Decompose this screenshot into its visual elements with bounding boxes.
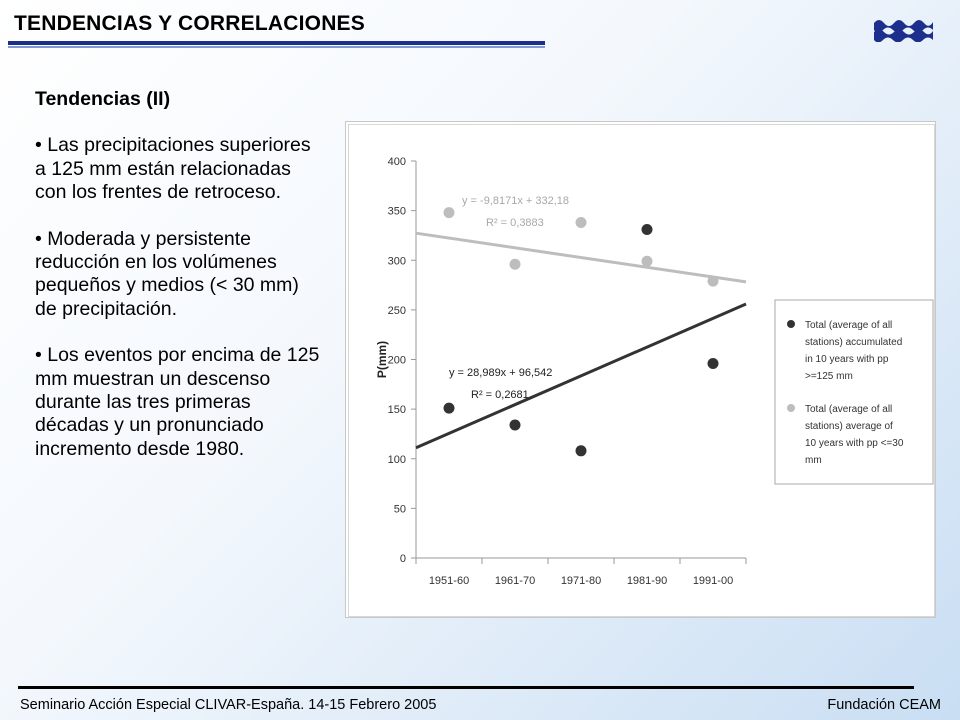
trend-equation-ge125: y = 28,989x + 96,542 (449, 367, 553, 379)
point-le30 (444, 207, 455, 218)
point-le30 (708, 276, 719, 287)
legend-entry: Total (average of all stations) accumulated in 10 years with pp >=125 mm (805, 320, 903, 382)
x-tick-label: 1991-00 (692, 575, 734, 587)
footer-divider (18, 686, 914, 689)
point-ge125 (642, 224, 653, 235)
x-tick-label: 1961-70 (494, 575, 536, 587)
title-underline (8, 41, 545, 45)
bullet-item: • Moderada y persistente reducción en los volúmenes pequeños y medios (< 30 mm) de precipitación. (35, 227, 299, 320)
y-tick-label: 200 (387, 354, 406, 367)
point-le30 (642, 256, 653, 267)
trend-chart (346, 122, 935, 617)
point-ge125 (444, 403, 455, 414)
y-tick-label: 350 (387, 205, 406, 218)
section-heading: Tendencias (II) (35, 88, 171, 110)
y-tick-label: 250 (387, 304, 406, 317)
point-ge125 (708, 358, 719, 369)
y-tick-label: 50 (393, 503, 406, 516)
footer-seminar: Seminario Acción Especial CLIVAR-España. 14-15 Febrero 2005 (20, 697, 437, 713)
x-tick-label: 1981-90 (626, 575, 668, 587)
waves-logo-icon (872, 16, 934, 42)
y-tick-label: 0 (399, 553, 406, 565)
title-underline-light (8, 46, 545, 48)
trend-equation-le30: y = -9,8171x + 332,18 (462, 195, 570, 207)
point-ge125 (510, 420, 521, 431)
trend-line-le30 (416, 233, 746, 282)
point-le30 (576, 217, 587, 228)
chart-frame (345, 121, 936, 618)
slide-title: TENDENCIAS Y CORRELACIONES (14, 12, 365, 35)
point-ge125 (576, 445, 587, 456)
legend-entry: Total (average of all stations) average of 10 years with pp <=30 mm (805, 404, 904, 466)
y-tick-label: 300 (387, 255, 406, 268)
bullet-item: • Las precipitaciones superiores a 125 mm están relacionadas con los frentes de retroceso. (35, 134, 311, 204)
y-tick-label: 400 (387, 156, 406, 168)
legend-marker (787, 404, 795, 412)
y-axis-label: P(mm) (375, 340, 389, 379)
trend-r2-le30: R² = 0,3883 (486, 217, 544, 229)
bullet-item: • Los eventos por encima de 125 mm muestran un descenso durante las tres primeras décadas y un pronunciado incremento desde 1980. (35, 344, 320, 460)
footer-organization: Fundación CEAM (827, 697, 941, 713)
trend-r2-ge125: R² = 0,2681 (471, 389, 529, 401)
legend-marker (787, 320, 795, 328)
y-tick-label: 100 (387, 453, 406, 466)
x-tick-label: 1971-80 (560, 575, 602, 587)
point-le30 (510, 259, 521, 270)
slide-text (35, 88, 325, 484)
y-tick-label: 150 (387, 404, 406, 417)
x-tick-label: 1951-60 (428, 575, 470, 587)
